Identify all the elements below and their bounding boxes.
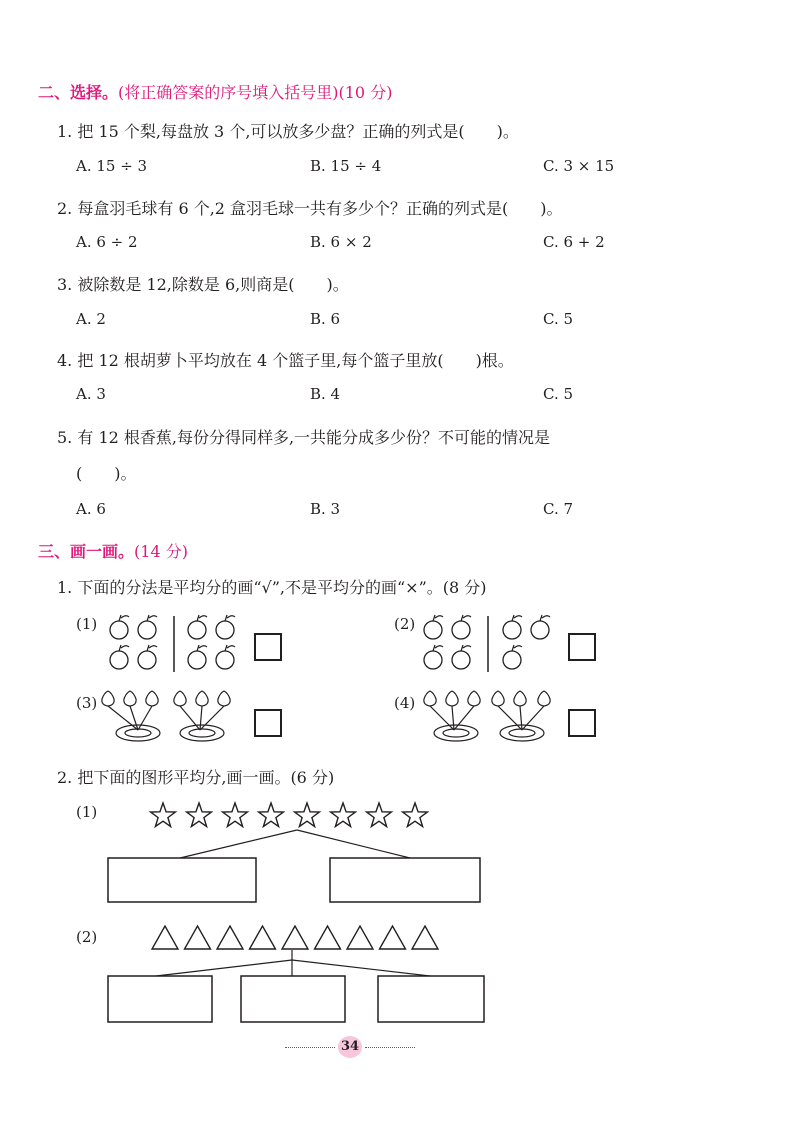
apples-group-1 [100,610,250,676]
section-3-title: 三、画一画。 [38,542,135,561]
footer-rule-right [365,1047,415,1048]
picture-2-label: (2) [394,615,416,633]
apple-icon [110,645,129,669]
triangle-icon [217,926,243,949]
apple-icon [452,645,471,669]
triangle-icon [282,926,308,949]
question-5-option-b[interactable]: B. 3 [310,500,341,518]
drawing-box-4[interactable] [241,976,345,1022]
section-3-question-2-text: 2. 把下面的图形平均分,画一画。(6 分) [57,768,335,787]
peach-icon [218,691,230,706]
peach-icon [174,691,186,706]
apple-icon [138,615,157,639]
page-footer [285,1036,415,1058]
star-icon [367,803,392,827]
section-2-note: (将正确答案的序号填入括号里)(10 分) [118,83,393,102]
question-5-text-cont: ( )。 [76,464,137,483]
apple-icon [138,645,157,669]
peach-icon [538,691,550,706]
question-1-text: 1. 把 15 个梨,每盘放 3 个,可以放多少盘？正确的列式是( )。 [57,122,519,141]
triangle-icon [380,926,406,949]
drawing-2-label: (2) [76,928,98,946]
answer-box-1[interactable] [254,633,282,661]
apple-icon [531,615,550,639]
answer-box-3[interactable] [254,709,282,737]
peach-icon [124,691,136,706]
question-5-option-c[interactable]: C. 7 [543,500,574,518]
peach-icon [492,691,504,706]
question-1-option-a[interactable]: A. 15 ÷ 3 [76,157,148,175]
answer-box-4[interactable] [568,709,596,737]
peach-icon [424,691,436,706]
picture-4-label: (4) [394,694,416,712]
apple-icon [110,615,129,639]
peach-icon [446,691,458,706]
question-2-option-b[interactable]: B. 6 × 2 [310,233,372,251]
apple-icon [216,615,235,639]
star-icon [223,803,248,827]
triangle-icon [412,926,438,949]
question-4-option-b[interactable]: B. 4 [310,385,341,403]
connector-line [292,960,430,976]
question-2-text: 2. 每盒羽毛球有 6 个,2 盒羽毛球一共有多少个？正确的列式是( )。 [57,199,563,218]
question-5-text: 5. 有 12 根香蕉,每份分得同样多,一共能分成多少份？不可能的情况是 [57,428,551,447]
question-2-option-c[interactable]: C. 6 + 2 [543,233,605,251]
apple-icon [503,645,522,669]
peaches-plates-4 [418,688,568,746]
peach-icon [146,691,158,706]
section-3-note: (14 分) [134,542,188,561]
apple-icon [452,615,471,639]
connector-line [180,830,297,858]
star-icon [259,803,284,827]
question-1-option-c[interactable]: C. 3 × 15 [543,157,615,175]
peach-icon [514,691,526,706]
plate-icon [116,725,160,741]
question-4-option-c[interactable]: C. 5 [543,385,574,403]
apple-icon [188,615,207,639]
question-4-option-a[interactable]: A. 3 [76,385,106,403]
question-4-text: 4. 把 12 根胡萝卜平均放在 4 个篮子里,每个篮子里放( )根。 [57,351,514,370]
triangle-icon [347,926,373,949]
question-3-option-c[interactable]: C. 5 [543,310,574,328]
peaches-plates-3 [100,688,250,746]
drawing-box-5[interactable] [378,976,484,1022]
apple-icon [216,645,235,669]
star-icon [331,803,356,827]
stars-diagram [100,796,490,912]
apple-icon [188,645,207,669]
drawing-box-1[interactable] [108,858,256,902]
picture-1-label: (1) [76,615,98,633]
section-3-question-1-text: 1. 下面的分法是平均分的画“√”,不是平均分的画“×”。(8 分) [57,578,487,597]
picture-3-label: (3) [76,694,98,712]
triangle-icon [250,926,276,949]
page-number: 34 [338,1036,362,1058]
question-1-option-b[interactable]: B. 15 ÷ 4 [310,157,382,175]
star-icon [403,803,428,827]
drawing-box-2[interactable] [330,858,480,902]
peach-icon [196,691,208,706]
apple-icon [503,615,522,639]
footer-rule-left [285,1047,335,1048]
question-3-text: 3. 被除数是 12,除数是 6,则商是( )。 [57,275,349,294]
star-icon [151,803,176,827]
connector-line [156,960,292,976]
drawing-box-3[interactable] [108,976,212,1022]
star-icon [295,803,320,827]
triangle-icon [315,926,341,949]
apple-icon [424,615,443,639]
section-2-heading [38,80,392,103]
question-3-option-a[interactable]: A. 2 [76,310,106,328]
triangles-diagram [100,920,490,1028]
section-2-title: 二、选择。 [38,83,119,102]
triangle-icon [152,926,178,949]
question-2-option-a[interactable]: A. 6 ÷ 2 [76,233,138,251]
apples-group-2 [418,610,568,676]
connector-line [297,830,410,858]
triangle-icon [185,926,211,949]
section-3-heading [38,539,188,562]
answer-box-2[interactable] [568,633,596,661]
question-5-option-a[interactable]: A. 6 [76,500,106,518]
question-3-option-b[interactable]: B. 6 [310,310,341,328]
star-icon [187,803,212,827]
drawing-1-label: (1) [76,803,98,821]
peach-icon [468,691,480,706]
peach-icon [102,691,114,706]
apple-icon [424,645,443,669]
